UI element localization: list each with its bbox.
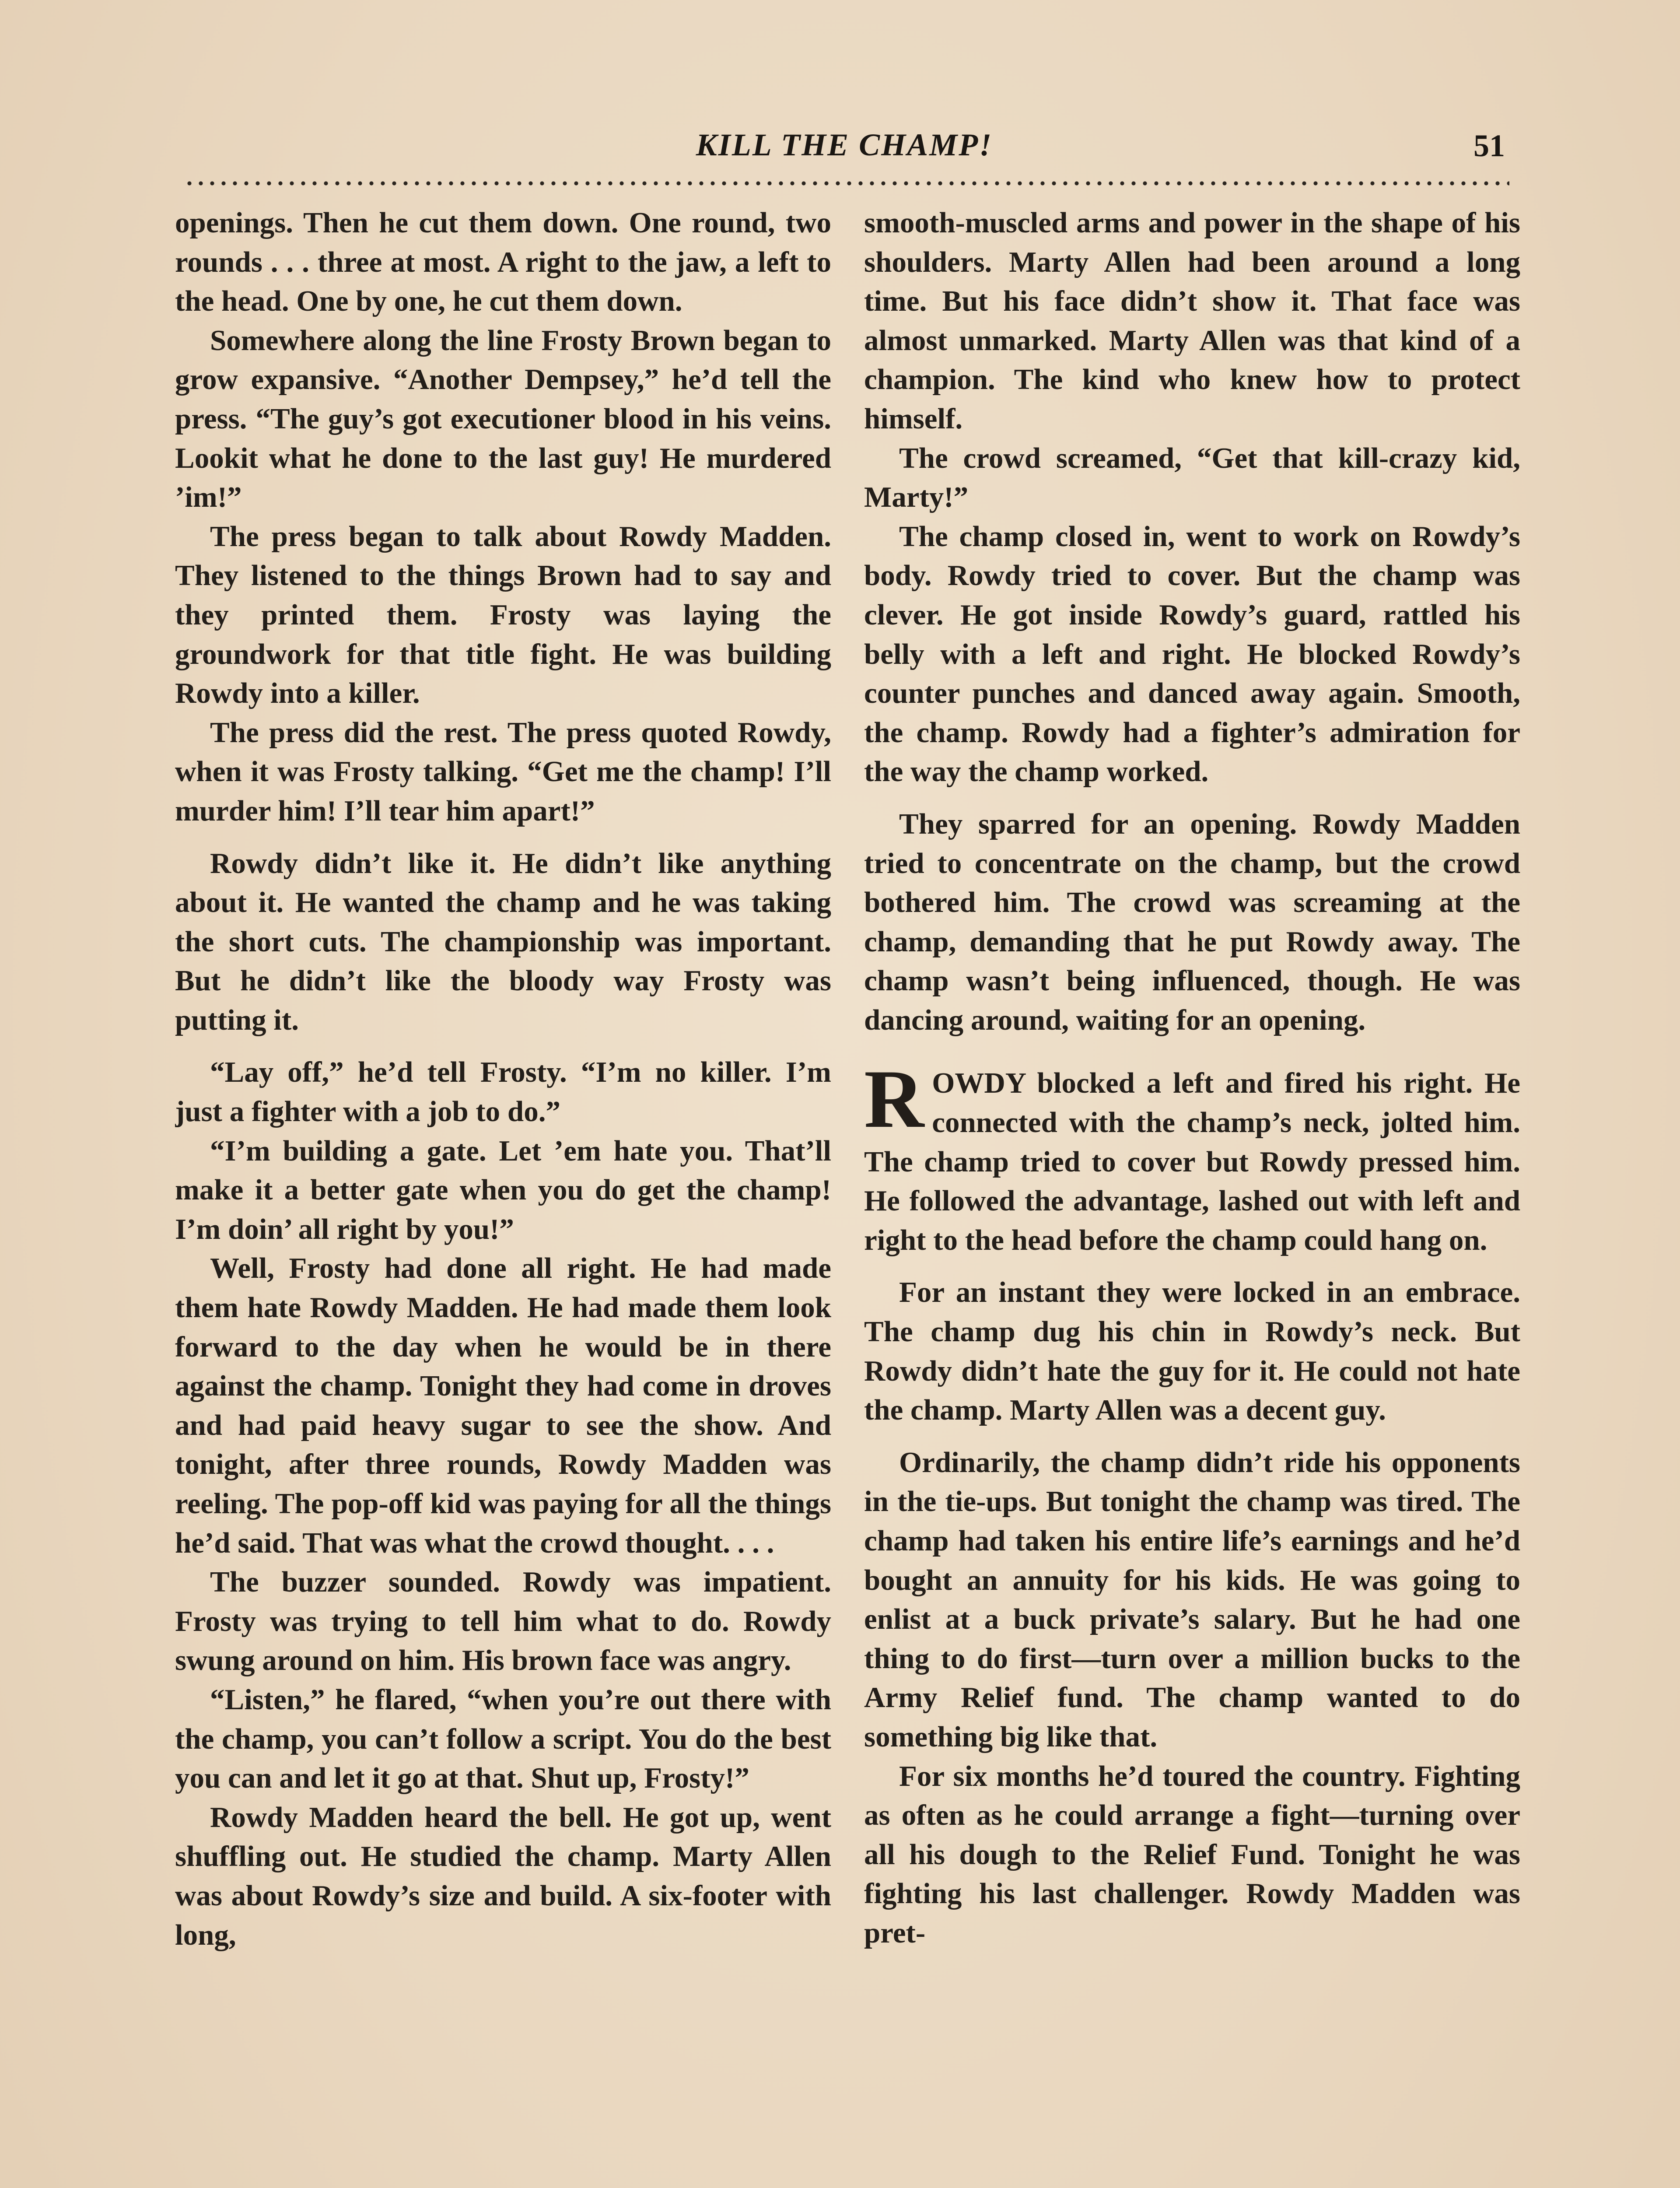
- paragraph: The press did the rest. The press quoted Rowdy, when it was Frosty talking. “Get me the champ! I’ll murder him! I’ll tear him apart!”: [175, 716, 831, 827]
- paragraph: Well, Frosty had done all right. He had made them hate Rowdy Madden. He had made them look forward to the day when he would be in there against the champ. Tonight they had come in droves and had paid heavy sugar to see the show. And tonight, after three rounds, Rowdy Madden was reeling. The pop-off kid was paying for all the things he’d said. That was what the crowd thought. . . .: [175, 1252, 831, 1559]
- paragraph: “Lay off,” he’d tell Frosty. “I’m no killer. I’m just a fighter with a job to do.”: [175, 1056, 831, 1128]
- page-header: [175, 127, 1514, 175]
- paragraph: The champ closed in, went to work on Rowdy’s body. Rowdy tried to cover. But the champ was clever. He got inside Rowdy’s guard, rattled his belly with a left and right. He blocked Rowdy’s counter punches and danced away again. Smooth, the champ. Rowdy had a fighter’s admiration for the way the champ worked.: [864, 520, 1520, 788]
- paragraph: They sparred for an opening. Rowdy Madden tried to concentrate on the champ, but the crowd bothered him. The crowd was screaming at the champ, demanding that he put Rowdy away. The champ wasn’t being influenced, though. He was dancing around, waiting for an opening.: [864, 807, 1520, 1036]
- paragraph: smooth-muscled arms and power in the shape of his shoulders. Marty Allen had been around a long time. But his face didn’t show it. That face was almost unmarked. Marty Allen was that kind of a champion. The kind who knew how to protect himself.: [864, 207, 1520, 435]
- paragraph: For an instant they were locked in an embrace. The champ dug his chin in Rowdy’s neck. But Rowdy didn’t hate the guy for it. He could not hate the champ. Marty Allen was a decent guy.: [864, 1276, 1520, 1427]
- paragraph: Ordinarily, the champ didn’t ride his opponents in the tie-ups. But tonight the champ was tired. The champ had taken his entire life’s earnings and he’d bought an annuity for his kids. He was going to enlist at a buck private’s salary. But he had one thing to do first—turn over a million bucks to the Army Relief fund. The champ wanted to do something big like that.: [864, 1446, 1520, 1753]
- paragraph: Rowdy didn’t like it. He didn’t like anything about it. He wanted the champ and he was taking the short cuts. The championship was important. But he didn’t like the bloody way Frosty was putting it.: [175, 847, 831, 1036]
- dotted-rule: [184, 179, 1509, 187]
- paragraph: openings. Then he cut them down. One round, two rounds . . . three at most. A right to the jaw, a left to the head. One by one, he cut them down.: [175, 207, 831, 318]
- paragraph: “Listen,” he flared, “when you’re out there with the champ, you can’t follow a script. You do the best you can and let it go at that. Shut up, Frosty!”: [175, 1683, 831, 1795]
- dropcap-paragraph-text: OWDY blocked a left and fired his right. He connected with the champ’s neck, jolted him. The champ tried to cover but Rowdy pressed him. He followed the advantage, lashed out with left and right to the head before the champ could hang on.: [864, 1067, 1520, 1256]
- paragraph: The crowd screamed, “Get that kill-crazy kid, Marty!”: [864, 442, 1520, 514]
- drop-cap: R: [864, 1053, 924, 1146]
- paragraph: The press began to talk about Rowdy Madden. They listened to the things Brown had to say and they printed them. Frosty was laying the groundwork for that title fight. He was building Rowdy into a killer.: [175, 520, 831, 710]
- running-title: KILL THE CHAMP!: [696, 127, 993, 162]
- text-column-left: [175, 203, 831, 2188]
- paragraph: Rowdy Madden heard the bell. He got up, went shuffling out. He studied the champ. Marty Allen was about Rowdy’s size and build. A six-footer with long,: [175, 1801, 831, 1951]
- page-number: 51: [1474, 128, 1505, 163]
- paragraph: The buzzer sounded. Rowdy was impatient. Frosty was trying to tell him what to do. Rowdy swung around on him. His brown face was angry.: [175, 1566, 831, 1677]
- text-column-right: [864, 203, 1520, 2188]
- paragraph: For six months he’d toured the country. Fighting as often as he could arrange a fight—turning over all his dough to the Relief Fund. Tonight he was fighting his last challenger. Rowdy Madden was pret-: [864, 1760, 1520, 1949]
- paragraph: Somewhere along the line Frosty Brown began to grow expansive. “Another Dempsey,” he’d tell the press. “The guy’s got executioner blood in his veins. Lookit what he done to the last guy! He murdered ’im!”: [175, 324, 831, 514]
- paragraph: “I’m building a gate. Let ’em hate you. That’ll make it a better gate when you do get the champ! I’m doin’ all right by you!”: [175, 1134, 831, 1245]
- dropcap-paragraph: [864, 1053, 1520, 1260]
